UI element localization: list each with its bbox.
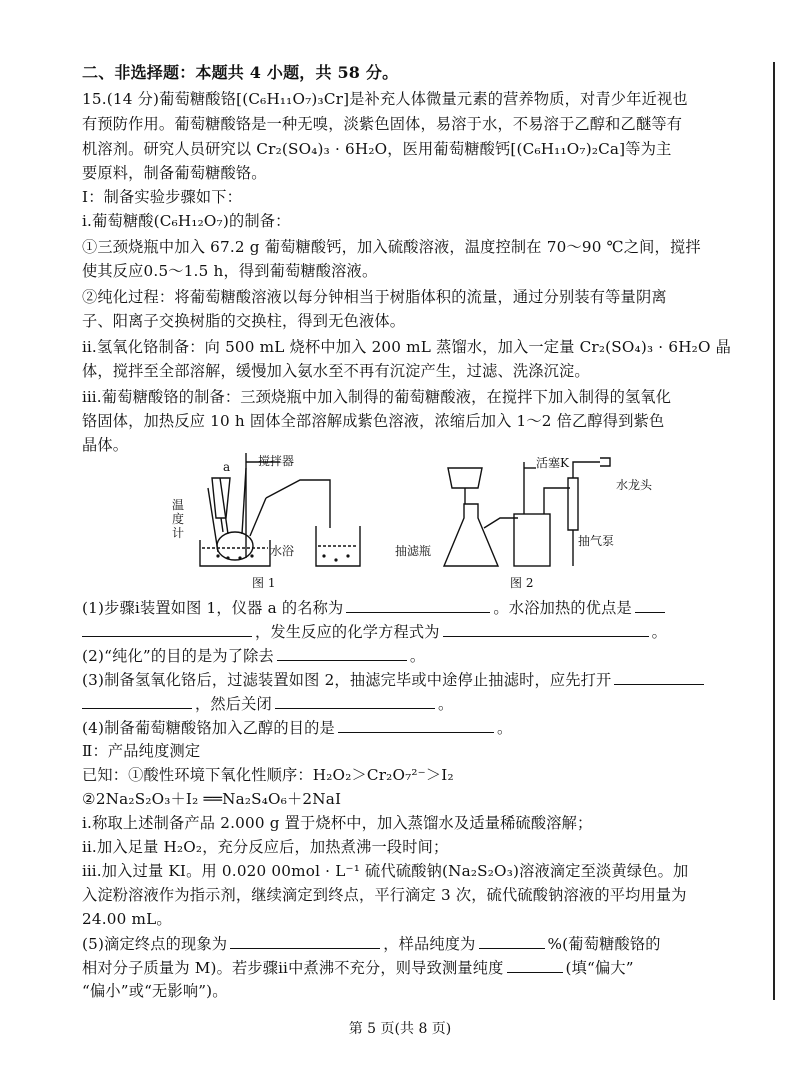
known-1: 已知：①酸性环境下氧化性顺序：H₂O₂＞Cr₂O₇²⁻＞I₂ [82,766,454,784]
text-line: ⅲ.葡萄糖酸铬的制备：三颈烧瓶中加入制得的葡萄糖酸液，在搅拌下加入制得的氢氧化 [82,388,672,406]
question-3-line-1 [82,668,762,691]
answer-blank[interactable] [614,668,704,685]
step-2: ⅱ.加入足量 H₂O₂，充分反应后，加热煮沸一段时间； [82,838,449,856]
text-line: 晶体。 [82,436,129,454]
answer-blank[interactable] [82,620,252,637]
step-3-line-1: ⅲ.加入过量 KI。用 0.020 00mol · L⁻¹ 硫代硫酸钠(Na₂S₂O₃)溶液滴定至淡黄绿色。加 [82,862,689,880]
buchner-funnel [448,468,482,488]
answer-blank[interactable] [346,596,490,613]
q5-text-b: ，样品纯度为 [383,935,476,953]
page-footer: 第 5 页(共 8 页) [348,1021,452,1037]
text-line: 有预防作用。葡萄糖酸铬是一种无嗅，淡紫色固体，易溶于水，不易溶于乙醇和乙醚等有 [82,115,683,133]
known-2: ②2Na₂S₂O₃＋I₂ ══Na₂S₄O₆＋2NaI [82,790,342,808]
water-bath [200,540,270,566]
text-line: 使其反应0.5～1.5 h，得到葡萄糖酸溶液。 [82,262,378,280]
step-3-line-2: 入淀粉溶液作为指示剂，继续滴定到终点，平行滴定 3 次，硫代硫酸钠溶液的平均用量为 [82,886,687,904]
q4-text-a: (4)制备葡萄糖酸铬加入乙醇的目的是 [82,719,335,737]
q5-text-a: (5)滴定终点的现象为 [82,935,228,953]
text-line: Ⅰ：制备实验步骤如下： [82,188,243,206]
section-title: 二、非选择题：本题共 4 小题，共 58 分。 [82,63,399,82]
question-2 [82,644,762,667]
q1-text-c: ，发生反应的化学方程式为 [255,623,440,641]
label-tap: 水龙头 [616,478,653,492]
answer-blank[interactable] [277,644,407,661]
q2-text-b: 。 [409,647,426,665]
q5-text-c: %(葡萄糖酸铬的 [547,935,661,953]
step-3-line-3: 24.00 mL。 [82,910,172,928]
answer-blank[interactable] [507,956,563,973]
label-pump: 抽气泵 [578,534,615,548]
q3-text-a: (3)制备氢氧化铬后，过滤装置如图 2，抽滤完毕或中途停止抽滤时，应先打开 [82,671,612,689]
label-valve: 活塞K [536,456,569,470]
label-filter-flask: 抽滤瓶 [395,544,432,558]
answer-blank[interactable] [635,596,665,613]
figure-2-caption: 图 2 [510,576,534,590]
part-2-heading: Ⅱ：产品纯度测定 [82,742,201,760]
three-neck-flask [217,532,253,560]
label-stirrer: 搅拌器 [258,454,295,468]
q5-text-d: 相对分子质量为 M)。若步骤ⅱ中煮沸不充分，则导致测量纯度 [82,959,504,977]
gas-tube [266,480,330,528]
text-line: ⅰ.葡萄糖酸(C₆H₁₂O₇)的制备： [82,212,291,230]
tap [600,458,610,466]
answer-blank[interactable] [338,716,494,733]
q5-text-e: (填“偏大” [565,959,634,977]
q2-text-a: (2)“纯化”的目的是为了除去 [82,647,274,665]
q3-text-c: 。 [437,695,454,713]
answer-blank[interactable] [479,932,545,949]
q3-text-b: ，然后关闭 [195,695,272,713]
text-line: 15.(14 分)葡萄糖酸铬[(C₆H₁₁O₇)₃Cr]是补充人体微量元素的营养物质，对青少年近视也 [82,90,688,108]
question-4 [82,716,762,739]
text-line: ②纯化过程：将葡萄糖酸溶液以每分钟相当于树脂体积的流量，通过分别装有等量阴离 [82,288,667,306]
label-a: a [223,460,231,474]
question-3-line-2 [82,692,762,715]
safety-bottle [514,514,550,566]
margin-rule [773,62,775,1000]
question-5-line-2 [82,956,762,979]
text-line: 子、阳离子交换树脂的交换柱，得到无色液体。 [82,312,406,330]
label-thermometer: 温度计 [172,498,185,540]
step-1: ⅰ.称取上述制备产品 2.000 g 置于烧杯中，加入蒸馏水及适量稀硫酸溶解； [82,814,593,832]
aspirator [568,478,578,530]
answer-blank[interactable] [275,692,435,709]
question-5-line-1 [82,932,762,955]
answer-blank[interactable] [443,620,649,637]
filter-flask [444,504,498,566]
q4-text-b: 。 [496,719,513,737]
q1-text-b: 。水浴加热的优点是 [493,599,632,617]
answer-blank[interactable] [82,692,192,709]
q1-text-a: (1)步骤ⅰ装置如图 1，仪器 a 的名称为 [82,599,344,617]
text-line: 体，搅拌至全部溶解，缓慢加入氨水至不再有沉淀产生，过滤、洗涤沉淀。 [82,362,590,380]
question-5-line-3: “偏小”或“无影响”)。 [82,982,228,1000]
figure-1-caption: 图 1 [252,576,276,590]
question-1-line-1 [82,596,762,619]
label-water-bath: 水浴 [270,544,295,558]
q1-text-d: 。 [651,623,668,641]
answer-blank[interactable] [230,932,380,949]
question-1-line-2 [82,620,762,643]
text-line: 要原料，制备葡萄糖酸铬。 [82,164,267,182]
text-line: 铬固体，加热反应 10 h 固体全部溶解成紫色溶液，浓缩后加入 1～2 倍乙醇得到紫色 [82,412,665,430]
text-line: ①三颈烧瓶中加入 67.2 g 葡萄糖酸钙，加入硫酸溶液，温度控制在 70～90 ℃之间，搅拌 [82,238,701,256]
text-line: ⅱ.氢氧化铬制备：向 500 mL 烧杯中加入 200 mL 蒸馏水，加入一定量 Cr₂(SO₄)₃ · 6H₂O 晶 [82,338,732,356]
text-line: 机溶剂。研究人员研究以 Cr₂(SO₄)₃ · 6H₂O，医用葡萄糖酸钙[(C₆H₁₁O₇)₂Ca]等为主 [82,140,672,158]
